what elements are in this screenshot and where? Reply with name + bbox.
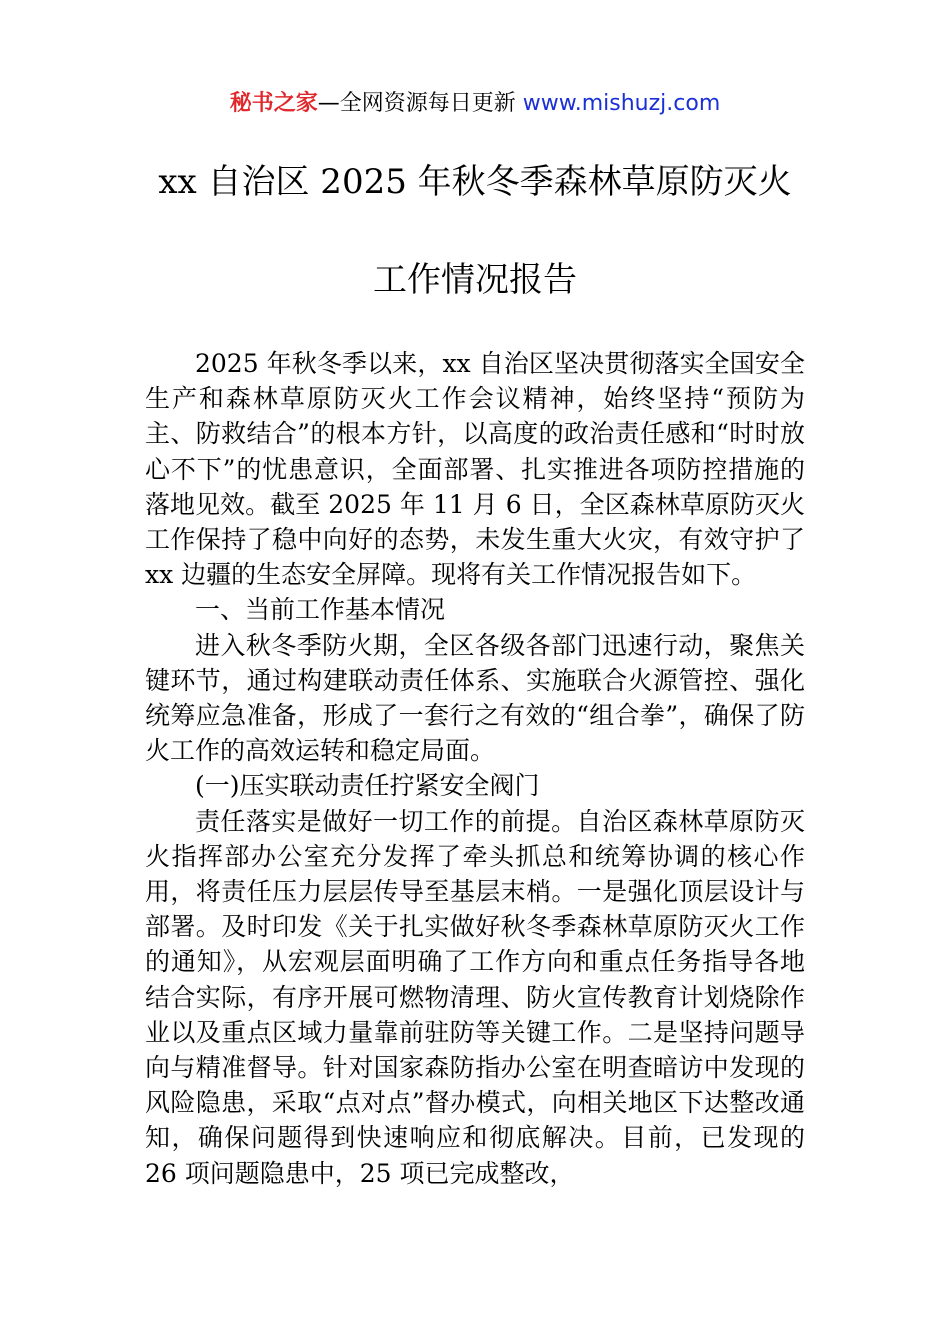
intro-paragraph: 2025 年秋冬季以来，xx 自治区坚决贯彻落实全国安全生产和森林草原防灭火工作会议精神，始终坚持“预防为主、防救结合”的根本方针，以高度的政治责任感和“时时放心不下”的忧患意识，全面部署、扎实推进各项防控措施的落地见效。截至 2025 年 11 月 6 日，全区森林草原防灭火工作保持了稳中向好的态势，未发生重大火灾，有效守护了 xx 边疆的生态安全屏障。现将有关工作情况报告如下。 xyxy=(145,349,805,590)
section-heading: 一、当前工作基本情况 xyxy=(195,595,446,625)
brand-name: 秘书之家 xyxy=(229,91,318,116)
subsection-heading: (一)压实联动责任拧紧安全阀门 xyxy=(195,771,540,801)
body-paragraph: 责任落实是做好一切工作的前提。自治区森林草原防灭火指挥部办公室充分发挥了牵头抓总和统筹协调的核心作用，将责任压力层层传导至基层末梢。一是强化顶层设计与部署。及时印发《关于扎实做好秋冬季森林草原防灭火工作的通知》，从宏观层面明确了工作方向和重点任务指导各地结合实际，有序开展可燃物清理、防火宣传教育计划烧除作业以及重点区域力量靠前驻防等关键工作。二是坚持问题导向与精准督导。针对国家森防指办公室在明查暗访中发现的风险隐患，采取“点对点”督办模式，向相关地区下达整改通知，确保问题得到快速响应和彻底解决。目前，已发现的 26 项问题隐患中，25 项已完成整改， xyxy=(145,806,805,1188)
header-tagline: —全网资源每日更新 xyxy=(317,91,523,116)
document-body xyxy=(145,346,805,1191)
document-title-line-1: xx 自治区 2025 年秋冬季森林草原防灭火 xyxy=(158,162,792,202)
site-header xyxy=(0,88,950,120)
site-url-link[interactable]: www.mishuzj.com xyxy=(522,91,721,116)
body-paragraph: 进入秋冬季防火期，全区各级各部门迅速行动，聚焦关键环节，通过构建联动责任体系、实施联合火源管控、强化统筹应急准备，形成了一套行之有效的“组合拳”，确保了防火工作的高效运转和稳定局面。 xyxy=(145,630,805,766)
document-title-line-2: 工作情况报告 xyxy=(373,260,577,300)
